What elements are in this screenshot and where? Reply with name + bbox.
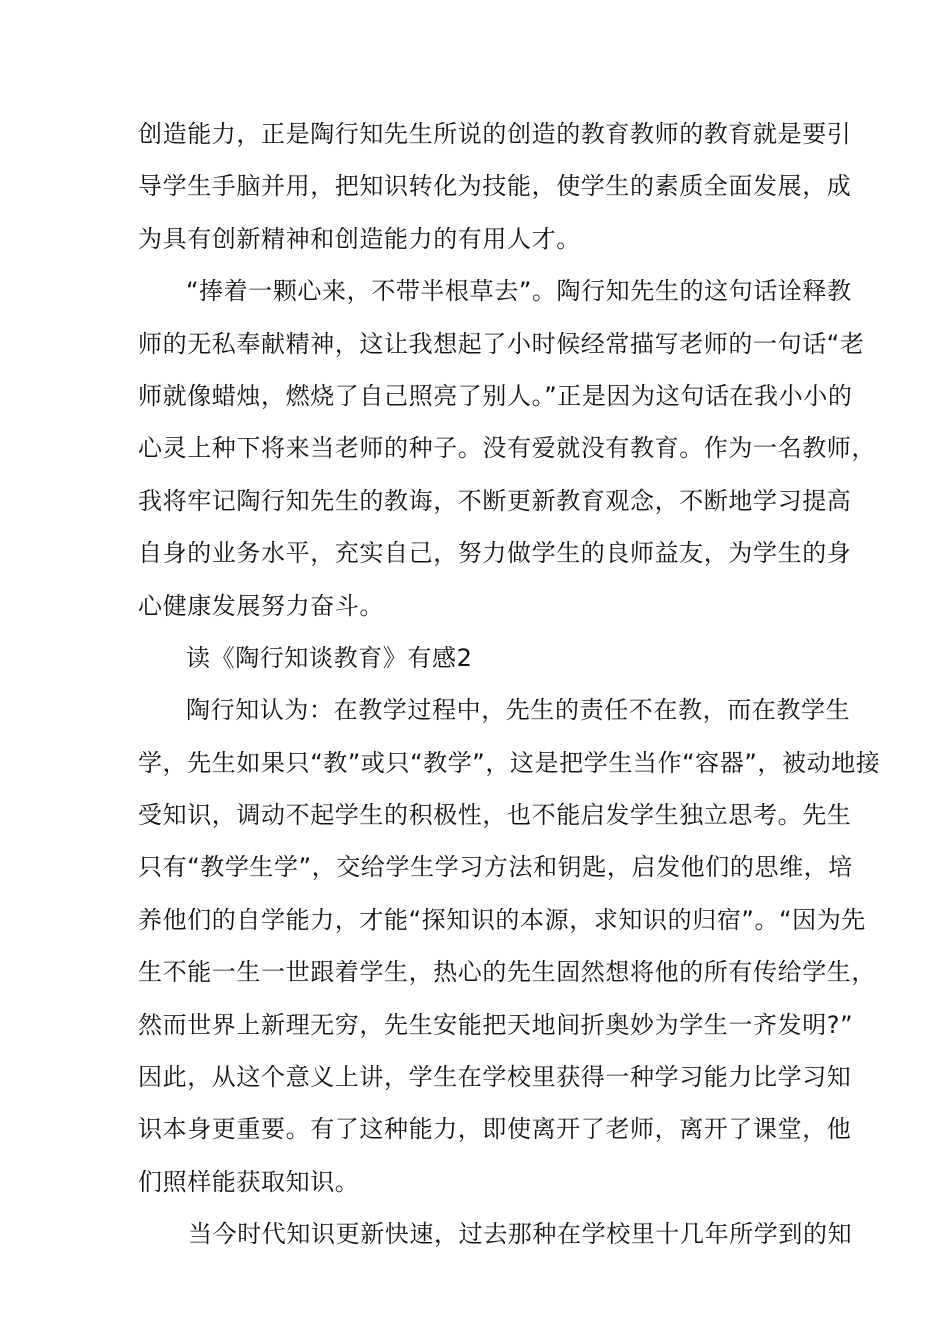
- document-body: [138, 108, 881, 1261]
- body-line: 们照样能获取知识。: [138, 1167, 360, 1196]
- body-line: 心灵上种下将来当老师的种子。没有爱就没有教育。作为一名教师，: [138, 434, 876, 463]
- body-line: 学，先生如果只“教”或只“教学”，这是把学生当作“容器”，被动地接: [138, 748, 881, 777]
- body-line: 只有“教学生学”，交给学生学习方法和钥匙，启发他们的思维，培: [138, 853, 853, 882]
- paragraph-start-line: 陶行知认为：在教学过程中，先生的责任不在教，而在教学生: [186, 696, 851, 725]
- body-line: 心健康发展努力奋斗。: [138, 591, 384, 620]
- body-line: 为具有创新精神和创造能力的有用人才。: [138, 224, 581, 253]
- paragraph-start-line: “捧着一颗心来，不带半根草去”。陶行知先生的这句话诠释教: [186, 277, 852, 306]
- body-line: 然而世界上新理无穷，先生安能把天地间折奥妙为学生一齐发明?”: [138, 1010, 854, 1039]
- body-line: 师的无私奉献精神，这让我想起了小时候经常描写老师的一句话“老: [138, 329, 865, 358]
- body-line: 受知识，调动不起学生的积极性，也不能启发学生独立思考。先生: [138, 801, 852, 830]
- body-line: 生不能一生一世跟着学生，热心的先生固然想将他的所有传给学生，: [138, 958, 876, 987]
- body-line: 因此，从这个意义上讲，学生在学校里获得一种学习能力比学习知: [138, 1063, 852, 1092]
- body-line: 养他们的自学能力，才能“探知识的本源，求知识的归宿”。“因为先: [138, 905, 866, 934]
- body-line: 导学生手脑并用，把知识转化为技能，使学生的素质全面发展，成: [138, 172, 852, 201]
- section-heading: 读《陶行知谈教育》有感2: [186, 643, 473, 672]
- paragraph-start-line: 当今时代知识更新快速，过去那种在学校里十几年所学到的知: [188, 1220, 853, 1249]
- body-line: 创造能力，正是陶行知先生所说的创造的教育教师的教育就是要引: [138, 120, 852, 148]
- body-line: 我将牢记陶行知先生的教诲，不断更新教育观念，不断地学习提高: [138, 486, 852, 515]
- body-line: 自身的业务水平，充实自己，努力做学生的良师益友，为学生的身: [138, 539, 852, 568]
- body-line: 师就像蜡烛，燃烧了自己照亮了别人。”正是因为这句话在我小小的: [138, 381, 853, 410]
- body-line: 识本身更重要。有了这种能力，即使离开了老师，离开了课堂，他: [138, 1115, 852, 1144]
